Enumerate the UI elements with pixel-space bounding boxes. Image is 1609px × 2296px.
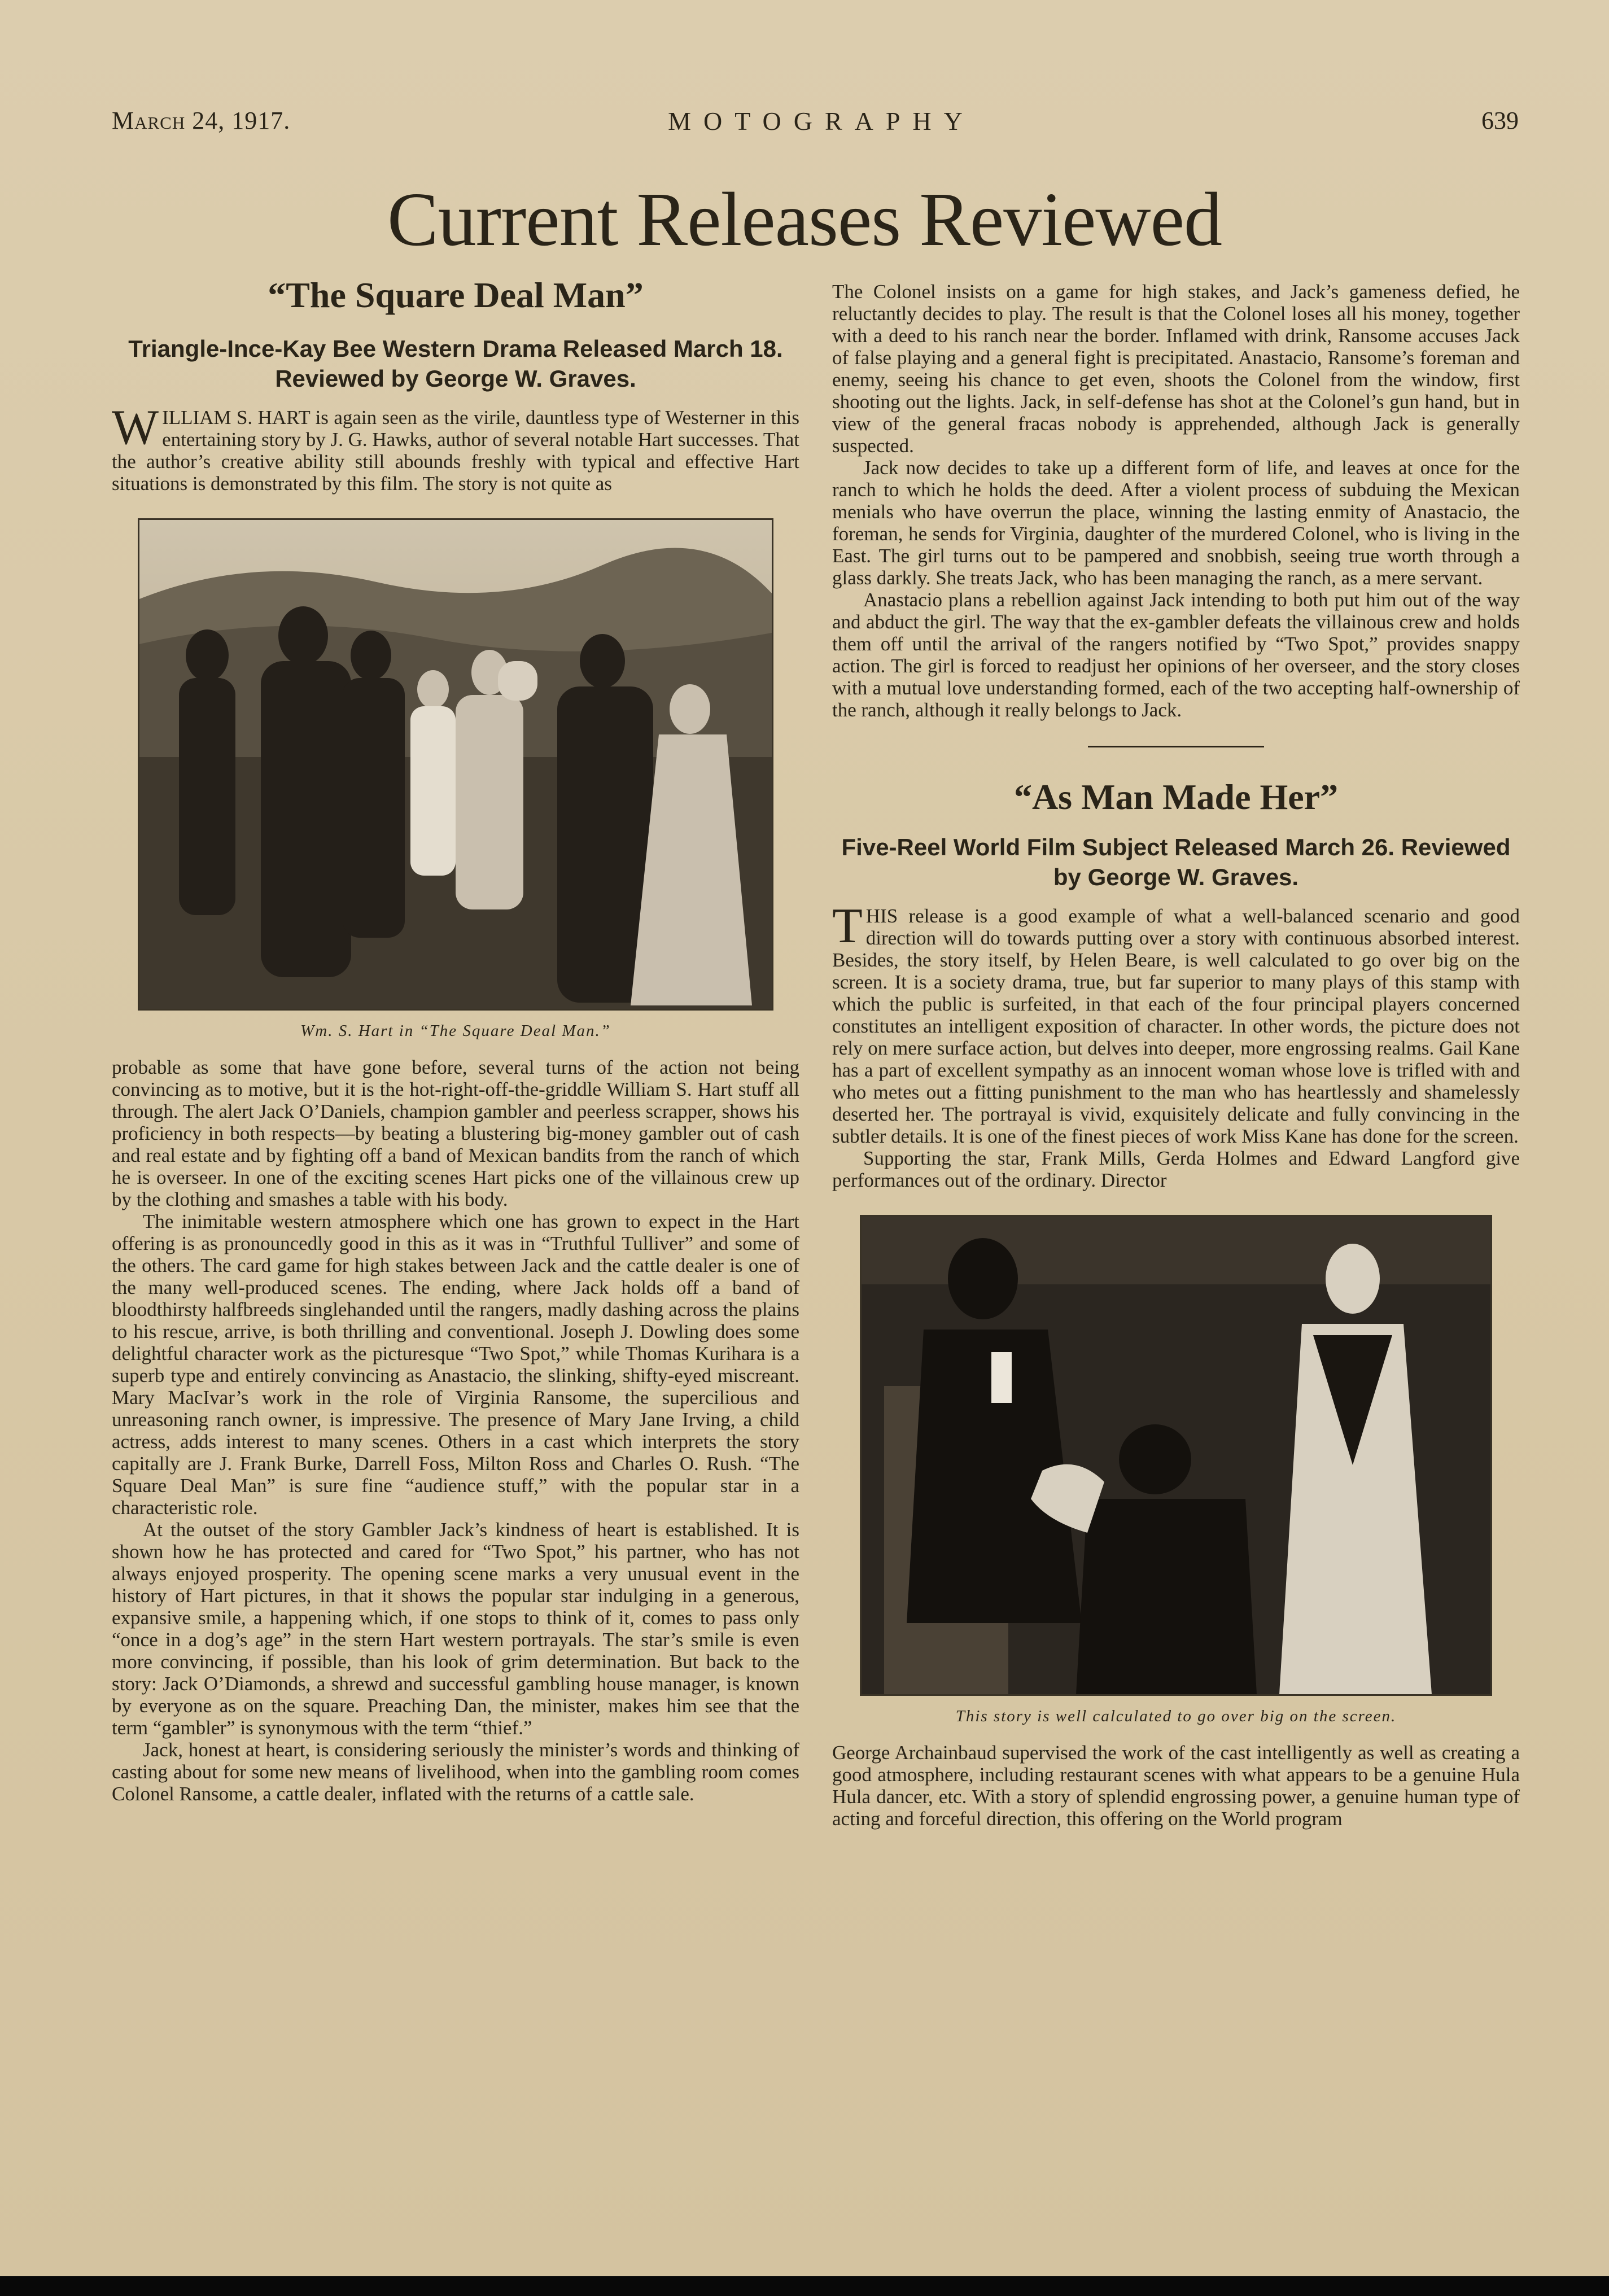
paragraph: Jack now decides to take up a different form of life, and leaves at once for the ranch to which he holds the deed. After a violent process of subduing the Mexican menials who have overrun the place, winning the lasting enmity of Anastacio, the foreman, he sends for Virginia, daughter of the murdered Colonel, who is living in the East. The girl turns out to be pampered and snobbish, seeing true worth through a glass darkly. She treats Jack, who has been managing the ranch, as a mere servant. xyxy=(832,457,1520,589)
photo-western-group-image xyxy=(139,520,772,1009)
lead-text: ILLIAM S. HART is again seen as the virile, dauntless type of Westerner in this entertaining story by J. G. Hawks, author of several notable Hart successes. That the author’s creative ability still abounds freshly with typical and effective Hart situations is demonstrated by this film. The story is not quite as xyxy=(112,406,799,495)
paragraph: The inimitable western atmosphere which one has grown to expect in the Hart offering is as pronouncedly good in this as it was in “Truthful Tulliver” and some of the others. The card game for high stakes between Jack and the cattle dealer is one of the many well-produced scenes. The ending, where Jack holds off a band of bloodthirsty halfbreeds singlehanded until the rangers, madly dashing across the plains to his rescue, arrive, is both thrilling and conventional. Joseph J. Dowling does some delightful character work as the picturesque “Two Spot,” while Thomas Kurihara is a superb type and entirely convincing as Anastacio, the slinking, shifty-eyed miscreant. Mary MacIvar’s work in the role of Virginia Ransome, the supercilious and unreasoning ranch owner, is impressive. The presence of Mary Jane Irving, a child actress, adds interest to many scenes. Others in a cast which interprets the story capitally are J. Frank Burke, Darrell Foss, Milton Ross and Charles O. Rush. “The Square Deal Man” is sure fine “audience stuff,” with the popular star in a characteristic role. xyxy=(112,1210,799,1519)
left-column xyxy=(112,274,799,1805)
section-divider xyxy=(1088,746,1264,747)
review-body-left xyxy=(112,1056,799,1805)
lead-text: HIS release is a good example of what a well-balanced scenario and good direction will do towards putting over a story with continuous absorbed interest. Besides, the story itself, by Helen Beare, is well calculated to go over big on the screen. It is a society drama, true, but far superior to many plays of this stamp with which the public is surfeited, in that each of the four principal players concerned constitutes an intelligent exposition of character. In other words, the picture does not rely on mere surface action, but delves into deeper, more engrossing realms. Gail Kane has a part of excellent sympathy as an innocent woman whose love is trifled with and who metes out a fitting punishment to the man who has heartlessly and shamelessly deserted her. The portrayal is vivid, exquisitely delicate and fully convincing in the subtler details. It is one of the finest pieces of work Miss Kane has done for the screen. xyxy=(832,904,1520,1147)
photo-as-man-made-her xyxy=(860,1215,1492,1696)
paragraph: Jack, honest at heart, is considering seriously the minister’s words and thinking of casting about for some new means of livelihood, when into the gambling room comes Colonel Ransome, a cattle dealer, inflated with the returns of a cattle sale. xyxy=(112,1738,799,1805)
paragraph: The Colonel insists on a game for high stakes, and Jack’s gameness defied, he reluctantly decides to play. The result is that the Colonel loses all his money, together with a deed to his ranch near the border. Inflamed with drink, Ransome accuses Jack of false playing and a general fight is precipitated. Anastacio, Ransome’s foreman and enemy, seeing his chance to get even, shoots the Colonel from the window, first shooting out the lights. Jack, in self-defense has shot at the Colonel’s gun hand, but in view of the general fracas nobody is apprehended, although Jack is generally suspected. xyxy=(832,281,1520,457)
drop-cap: W xyxy=(112,400,159,455)
review-title-square-deal-man: “The Square Deal Man” xyxy=(268,275,644,315)
review-body-continued xyxy=(832,281,1520,721)
review2-body-after-photo xyxy=(832,1742,1520,1830)
page-number: 639 xyxy=(1481,107,1519,134)
drop-cap: T xyxy=(832,898,863,954)
paragraph: George Archainbaud supervised the work of the cast intelligently as well as creating a good atmosphere, including restaurant scenes with what appears to be a genuine Hula Hula dancer, etc. With a story of splendid engrossing power, a genuine human type of acting and forceful direction, this offering on the World program xyxy=(832,1741,1520,1830)
review2-lead xyxy=(832,898,1520,1191)
review-title-as-man-made-her: “As Man Made Her” xyxy=(1013,777,1339,817)
review-lead xyxy=(112,400,799,495)
review-subtitle: Triangle-Ince-Kay Bee Western Drama Released March 18. Reviewed by George W. Graves. xyxy=(128,335,783,392)
paragraph: Supporting the star, Frank Mills, Gerda Holmes and Edward Langford give performances out of the ordinary. Director xyxy=(832,1147,1520,1191)
review-subtitle: Five-Reel World Film Subject Released March 26. Reviewed by George W. Graves. xyxy=(841,833,1511,890)
photo-caption-drama: This story is well calculated to go over big on the screen. xyxy=(955,1707,1397,1725)
right-column xyxy=(832,281,1520,1830)
photo-caption-hart: Wm. S. Hart in “The Square Deal Man.” xyxy=(300,1021,611,1040)
page-title: Current Releases Reviewed xyxy=(387,177,1222,262)
paragraph: At the outset of the story Gambler Jack’s kindness of heart is established. It is shown how he has protected and cared for “Two Spot,” his partner, who has not always enjoyed prosperity. The opening scene marks a very unusual event in the history of Hart pictures, in that it shows the popular star indulging in a generous, expansive smile, a happening which, if one stops to think of it, comes to pass only “once in a dog’s age” in the stern Hart western portrayals. The star’s smile is even more convincing, if possible, than his look of grim determination. But back to the story: Jack O’Diamonds, a shrewd and successful gambling house manager, is known by everyone as on the square. Preaching Dan, the minister, makes him see that the term “gambler” is synonymous with the term “thief.” xyxy=(112,1518,799,1739)
issue-date: March 24, 1917. xyxy=(112,107,291,134)
photo-drama-scene-image xyxy=(862,1217,1490,1694)
paragraph: probable as some that have gone before, several turns of the action not being convincing as to motive, but it is the hot-right-off-the-griddle William S. Hart stuff all through. The alert Jack O’Daniels, champion gambler and peerless scrapper, shows his proficiency in both respects—by beating a blustering big-money gambler out of cash and real estate and by fighting off a band of Mexican bandits from the ranch of which he is overseer. In one of the exciting scenes Hart picks one of the villainous crew up by the clothing and smashes a table with his body. xyxy=(112,1056,799,1210)
magazine-name: MOTOGRAPHY xyxy=(668,107,975,135)
photo-hart-square-deal-man xyxy=(138,518,773,1011)
scan-edge xyxy=(0,2276,1609,2296)
paragraph: Anastacio plans a rebellion against Jack intending to both put him out of the way and abduct the girl. The way that the ex-gambler defeats the villainous crew and holds them off until the arrival of the rangers notified by “Two Spot,” provides snappy action. The girl is forced to readjust her opinions of her overseer, and the story closes with a mutual love understanding formed, each of the two accepting half-ownership of the ranch, although it really belongs to Jack. xyxy=(832,589,1520,721)
